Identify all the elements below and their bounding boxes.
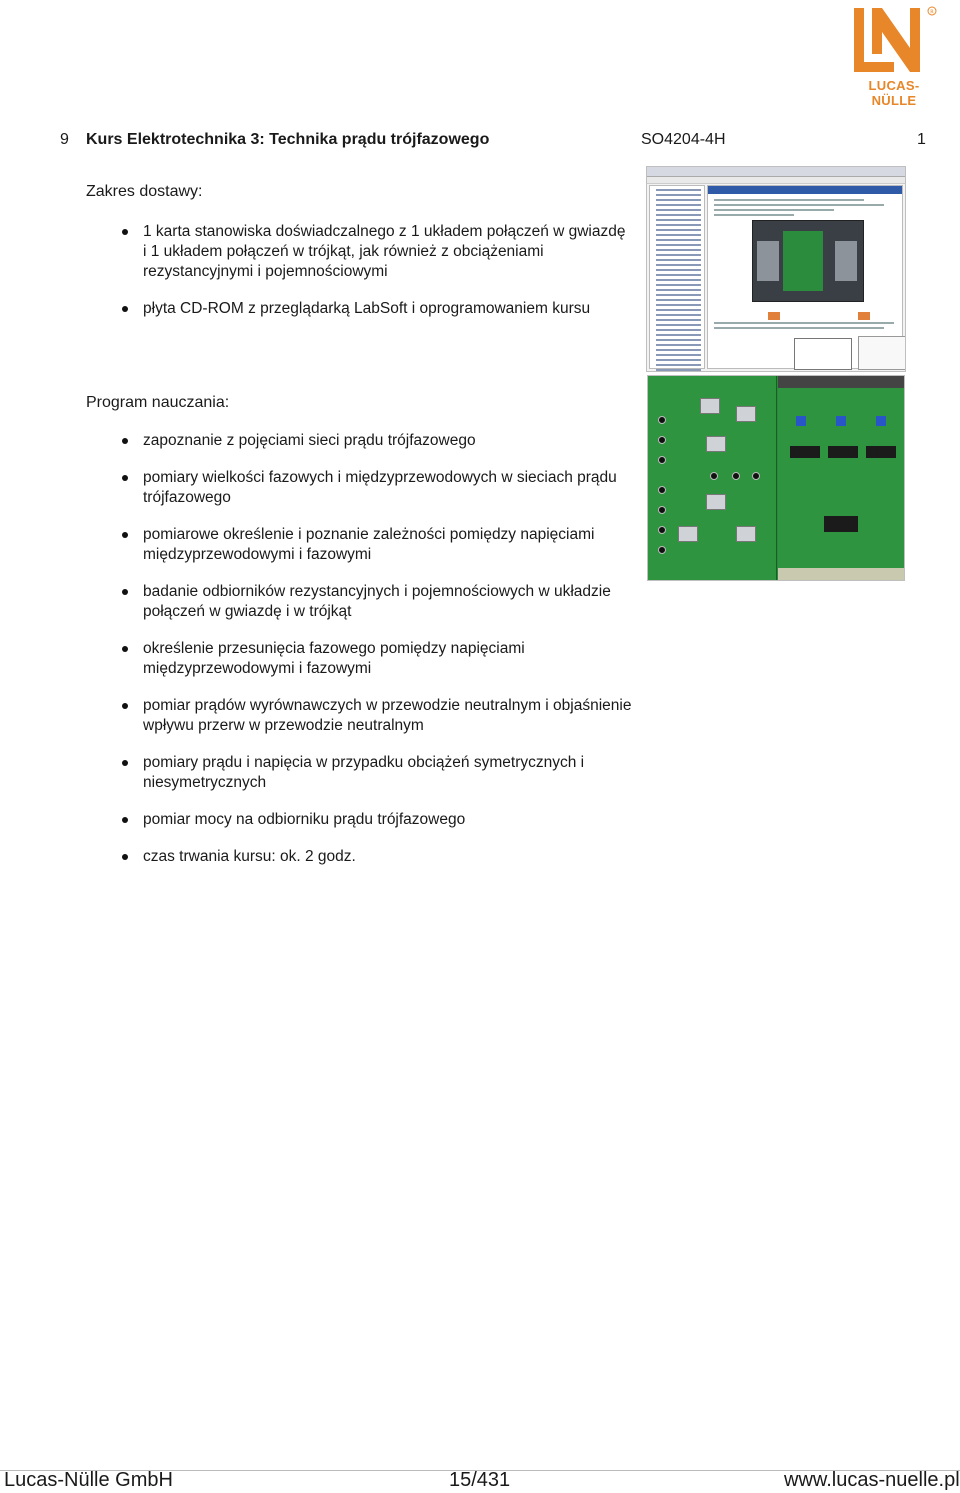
screenshot-content-panel xyxy=(707,185,903,369)
list-item: pomiar mocy na odbiorniku prądu trójfazowego xyxy=(122,810,632,830)
measurement-board xyxy=(778,376,905,580)
scope-heading: Zakres dostawy: xyxy=(86,183,203,200)
curriculum-heading: Program nauczania: xyxy=(86,394,230,411)
company-logo xyxy=(848,4,940,108)
ln-logo-icon xyxy=(848,4,940,78)
star-delta-board xyxy=(648,376,777,580)
list-item: zapoznanie z pojęciami sieci prądu trójfazowego xyxy=(122,431,632,451)
labsoft-screenshot-image xyxy=(646,166,906,372)
footer-company: Lucas-Nülle GmbH xyxy=(4,1469,173,1491)
footer-website[interactable]: www.lucas-nuelle.pl xyxy=(784,1469,960,1491)
logo-text: LUCAS-NÜLLE xyxy=(868,78,920,108)
list-item: pomiar prądów wyrównawczych w przewodzie neutralnym i objaśnienie wpływu przerw w przewodzie neutralnym xyxy=(122,696,632,736)
circuit-board-photo xyxy=(647,375,905,581)
list-item: 1 karta stanowiska doświadczalnego z 1 układem połączeń w gwiazdę i 1 układem połączeń w trójkąt, jak również z obciążeniami rezystancyjnymi i pojemnościowymi xyxy=(122,222,632,282)
list-item: płyta CD-ROM z przeglądarką LabSoft i oprogramowaniem kursu xyxy=(122,299,632,319)
curriculum-list xyxy=(122,431,632,884)
footer-page-count: 15/431 xyxy=(449,1469,511,1491)
list-item: badanie odbiorników rezystancyjnych i pojemnościowych w układzie połączeń w gwiazdę i w trójkąt xyxy=(122,582,632,622)
page-number: 1 xyxy=(917,131,926,148)
list-item: pomiary wielkości fazowych i międzyprzewodowych w sieciach prądu trójfazowego xyxy=(122,468,632,508)
screenshot-menubar xyxy=(647,167,905,177)
scope-list xyxy=(122,222,632,336)
course-title: Kurs Elektrotechnika 3: Technika prądu trójfazowego xyxy=(86,131,490,148)
product-code: SO4204-4H xyxy=(641,131,726,148)
list-item: czas trwania kursu: ok. 2 godz. xyxy=(122,847,632,867)
screenshot-tree-panel xyxy=(649,185,705,369)
list-item: pomiary prądu i napięcia w przypadku obciążeń symetrycznych i niesymetrycznych xyxy=(122,753,632,793)
list-item: pomiarowe określenie i poznanie zależności pomiędzy napięciami międzyprzewodowymi i fazowymi xyxy=(122,525,632,565)
course-number: 9 xyxy=(60,131,69,148)
screenshot-toolbar xyxy=(647,177,905,184)
list-item: określenie przesunięcia fazowego pomiędzy napięciami międzyprzewodowymi i fazowymi xyxy=(122,639,632,679)
svg-text:R: R xyxy=(930,9,934,16)
